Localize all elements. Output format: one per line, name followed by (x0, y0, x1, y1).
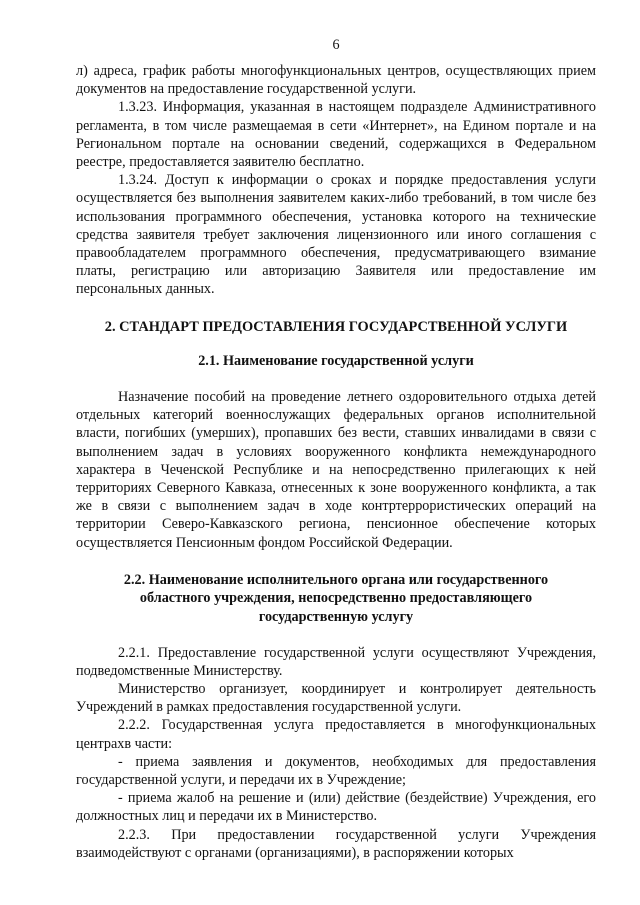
paragraph-2-2-3: 2.2.3. При предоставлении государственной услуги Учреждения взаимодействуют с органами (организациями), в распоряжении которых (76, 826, 596, 861)
paragraph-2-2-1: 2.2.1. Предоставление государственной услуги осуществляют Учреждения, подведомственные Министерству. (76, 644, 596, 679)
document-page (76, 36, 596, 862)
section-heading-2: 2. СТАНДАРТ ПРЕДОСТАВЛЕНИЯ ГОСУДАРСТВЕННОЙ УСЛУГИ (104, 318, 568, 335)
subsection-heading-2-2-line-1: 2.2. Наименование исполнительного органа или государственного (123, 571, 549, 588)
paragraph-1-3-23: 1.3.23. Информация, указанная в настоящем подразделе Административного регламента, в том числе размещаемая в сети «Интернет», на Едином портале и на Региональном портале на основании сведений, содержащихся в Федеральном реестре, предоставляется заявителю бесплатно. (76, 99, 596, 171)
paragraph-item-l: л) адреса, график работы многофункциональных центров, осуществляющих прием документов на предоставление государственной услуги. (76, 63, 596, 98)
subsection-heading-2-2-line-2: областного учреждения, непосредственно предоставляющего (139, 590, 533, 607)
subsection-heading-2-2 (76, 571, 596, 627)
paragraph-2-2-2: 2.2.2. Государственная услуга предоставляется в многофункциональных центрахв части: (76, 717, 596, 752)
paragraph-1-3-24: 1.3.24. Доступ к информации о сроках и порядке предоставления услуги осуществляется без выполнения заявителем каких-либо требований, в том числе без использования программного обеспечения, установка которого на технические средства заявителя требует заключения лицензионного или иного соглашения с правообладателем программного обеспечения, предусматривающего взимание платы, регистрацию или авторизацию Заявителя или предоставление им персональных данных. (76, 172, 596, 298)
subsection-heading-2-2-line-3: государственную услугу (258, 609, 414, 626)
paragraph-bullet-applications: - приема заявления и документов, необходимых для предоставления государственной услуги, и передачи их в Учреждение; (76, 753, 596, 789)
paragraph-2-1-text: Назначение пособий на проведение летнего оздоровительного отдыха детей отдельных категорий военнослужащих федеральных органов исполнительной власти, погибших (умерших), пропавших без вести, ставших инвалидами в связи с выполнением задач в условиях вооруженного конфликта немеждународного характера в Чеченской Республике и на непосредственно прилегающих к ней территориях Северного Кавказа, отнесенных к зоне вооруженного конфликта, а так же в связи с выполнением задач в ходе контртеррористических операций на территории Северо-Кавказского региона, пенсионное обеспечение которых осуществляется Пенсионным фондом Российской Федерации. (76, 389, 596, 551)
subsection-heading-2-1: 2.1. Наименование государственной услуги (198, 352, 474, 369)
paragraph-bullet-complaints: - приема жалоб на решение и (или) действие (бездействие) Учреждения, его должностных лиц и передачи их в Министерство. (76, 790, 596, 825)
page-number: 6 (332, 37, 340, 53)
paragraph-ministry-organizes: Министерство организует, координирует и контролирует деятельность Учреждений в рамках предоставления государственной услуги. (76, 681, 596, 716)
